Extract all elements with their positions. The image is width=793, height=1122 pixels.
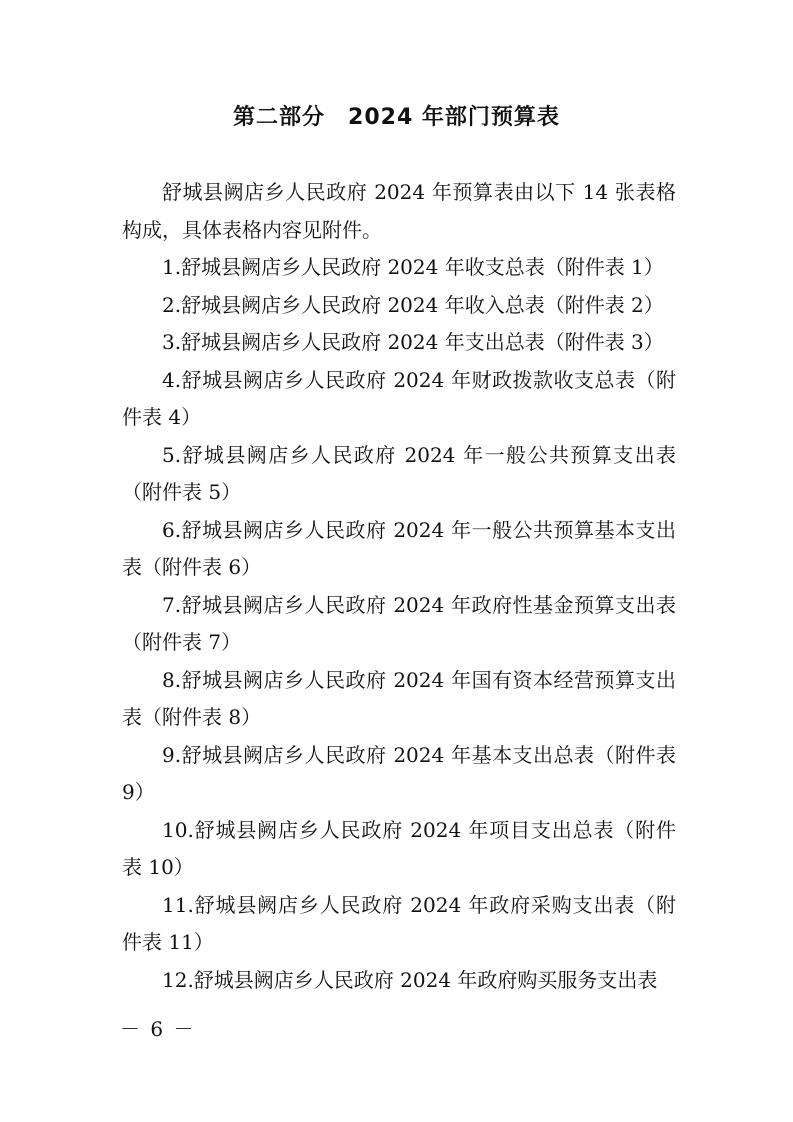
list-item: 5.舒城县阙店乡人民政府 2024 年一般公共预算支出表（附件表 5） [122, 442, 676, 504]
list-item: 6.舒城县阙店乡人民政府 2024 年一般公共预算基本支出表（附件表 6） [122, 517, 676, 579]
list-item: 11.舒城县阙店乡人民政府 2024 年政府采购支出表（附件表 11） [122, 892, 676, 954]
list-item: 10.舒城县阙店乡人民政府 2024 年项目支出总表（附件表 10） [122, 817, 676, 879]
list-item: 1.舒城县阙店乡人民政府 2024 年收支总表（附件表 1） [162, 255, 664, 279]
list-item: 12.舒城县阙店乡人民政府 2024 年政府购买服务支出表 [162, 967, 658, 992]
list-item: 4.舒城县阙店乡人民政府 2024 年财政拨款收支总表（附件表 4） [122, 367, 676, 429]
list-item: 8.舒城县阙店乡人民政府 2024 年国有资本经营预算支出表（附件表 8） [122, 667, 676, 729]
section-title: 第二部分 2024 年部门预算表 [233, 105, 560, 130]
page-number: － 6 － [120, 1017, 196, 1041]
intro-paragraph: 舒城县阙店乡人民政府 2024 年预算表由以下 14 张表格构成，具体表格内容见附件。 [122, 180, 676, 242]
list-item: 3.舒城县阙店乡人民政府 2024 年支出总表（附件表 3） [162, 330, 664, 354]
list-item: 9.舒城县阙店乡人民政府 2024 年基本支出总表（附件表 9） [122, 742, 676, 804]
list-item: 2.舒城县阙店乡人民政府 2024 年收入总表（附件表 2） [162, 292, 664, 317]
document-body [122, 174, 676, 999]
list-item: 7.舒城县阙店乡人民政府 2024 年政府性基金预算支出表（附件表 7） [122, 592, 676, 654]
